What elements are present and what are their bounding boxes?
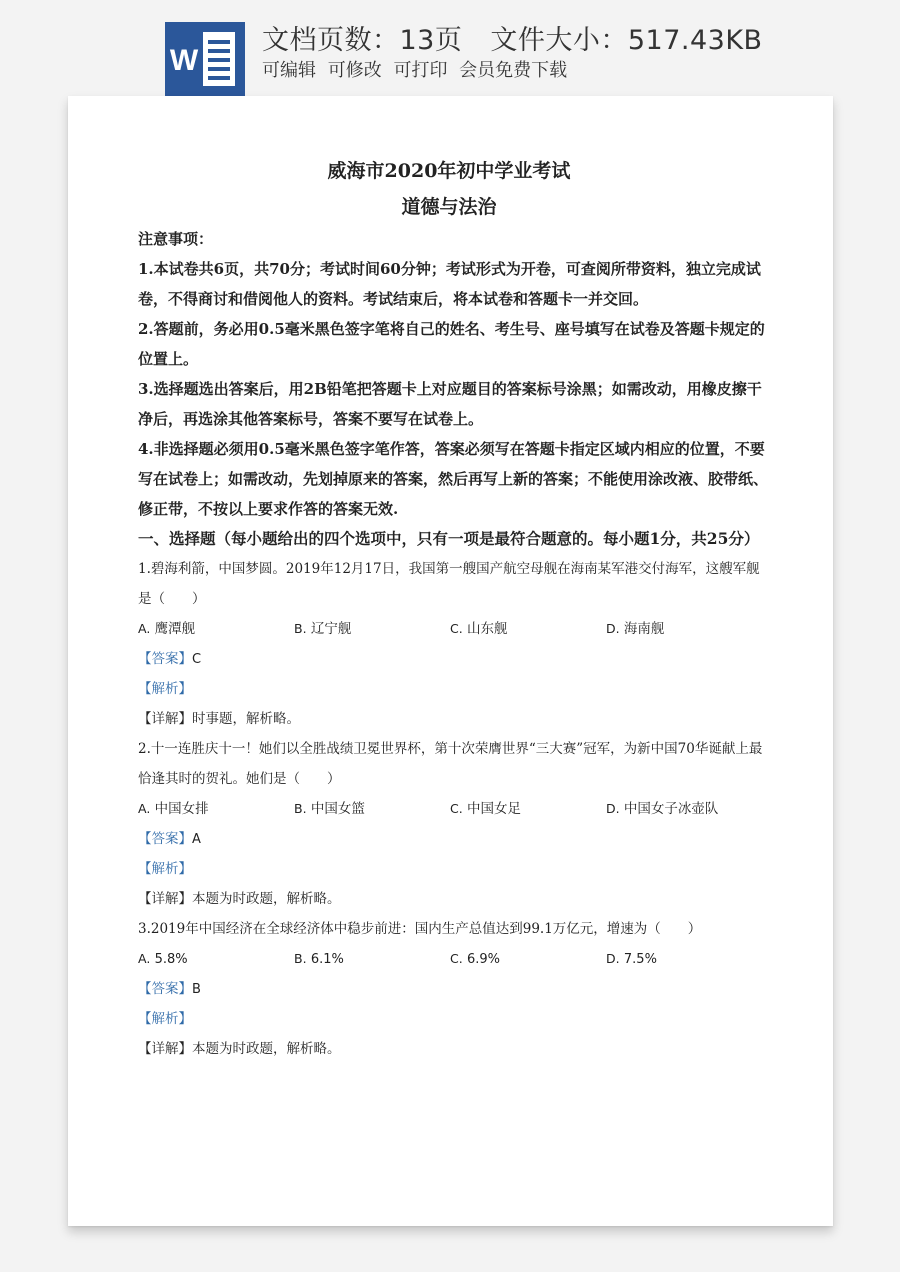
- notice-item-1: 1.本试卷共6页，共70分；考试时间60分钟；考试形式为开卷，可查阅所带资料，独立完成试卷，不得商讨和借阅他人的资料。考试结束后，将本试卷和答题卡一并交回。: [138, 260, 761, 308]
- option-d: D. 海南舰: [606, 621, 665, 637]
- answer-line: [138, 974, 770, 1004]
- answer-tag: 【答案】: [138, 981, 192, 997]
- question-3: [138, 914, 770, 1064]
- question-stem: 3.2019年中国经济在全球经济体中稳步前进：国内生产总值达到99.1万亿元，增速为（ ）: [138, 921, 702, 937]
- question-stem: 2.十一连胜庆十一！她们以全胜战绩卫冕世界杯，第十次荣膺世界“三大赛”冠军，为新中国70华诞献上最恰逢其时的贺礼。她们是（ ）: [138, 741, 763, 787]
- answer-value: B: [192, 982, 201, 997]
- section-heading: 一、选择题（每小题给出的四个选项中，只有一项是最符合题意的。每小题1分，共25分）: [138, 529, 760, 548]
- detail-line: 【详解】本题为时政题，解析略。: [138, 891, 341, 907]
- file-info-line: [262, 18, 763, 57]
- word-document-icon: [165, 22, 245, 96]
- download-banner: [0, 0, 900, 96]
- option-b: B. 中国女篮: [294, 801, 365, 817]
- option-b: B. 辽宁舰: [294, 621, 352, 637]
- question-stem: 1.碧海利箭，中国梦圆。2019年12月17日，我国第一艘国产航空母舰在海南某军港交付海军，这艘军舰是（ ）: [138, 561, 760, 607]
- question-2: [138, 734, 770, 914]
- notice-item-3: 3.选择题选出答案后，用2B铅笔把答题卡上对应题目的答案标号涂黑；如需改动，用橡皮擦干净后，再选涂其他答案标号，答案不要写在试卷上。: [138, 380, 762, 428]
- option-row: [138, 614, 770, 644]
- option-a: A. 5.8%: [138, 951, 188, 967]
- answer-value: C: [192, 652, 202, 667]
- detail-line: 【详解】时事题，解析略。: [138, 711, 300, 727]
- analysis-tag: 【解析】: [138, 861, 192, 877]
- option-c: C. 6.9%: [450, 951, 501, 967]
- page-count-label: 文档页数：13页: [262, 25, 463, 56]
- document-body: [138, 156, 770, 1064]
- answer-value: A: [192, 832, 201, 847]
- word-logo-letter: W: [169, 44, 199, 77]
- answer-line: [138, 644, 770, 674]
- exam-subject: 道德与法治: [401, 196, 497, 218]
- feature-list: 可编辑 可修改 可打印 会员免费下载: [262, 60, 568, 81]
- analysis-tag: 【解析】: [138, 681, 192, 697]
- option-row: [138, 944, 770, 974]
- option-a: A. 鹰潭舰: [138, 621, 196, 637]
- document-page: [68, 96, 833, 1226]
- notice-heading: 注意事项：: [138, 230, 214, 248]
- option-b: B. 6.1%: [294, 951, 344, 967]
- answer-tag: 【答案】: [138, 831, 192, 847]
- detail-line: 【详解】本题为时政题，解析略。: [138, 1041, 341, 1057]
- answer-tag: 【答案】: [138, 651, 192, 667]
- notice-item-4: 4.非选择题必须用0.5毫米黑色签字笔作答，答案必须写在答题卡指定区域内相应的位置，不要写在试卷上；如需改动，先划掉原来的答案，然后再写上新的答案；不能使用涂改液、胶带纸、修正带，不按以上要求作答的答案无效.: [138, 440, 769, 518]
- analysis-tag: 【解析】: [138, 1011, 192, 1027]
- file-size-label: 文件大小：517.43KB: [490, 25, 763, 56]
- question-1: [138, 554, 770, 734]
- answer-line: [138, 824, 770, 854]
- option-row: [138, 794, 770, 824]
- notice-item-2: 2.答题前，务必用0.5毫米黑色签字笔将自己的姓名、考生号、座号填写在试卷及答题卡规定的位置上。: [138, 320, 765, 368]
- option-c: C. 中国女足: [450, 801, 521, 817]
- option-d: D. 7.5%: [606, 951, 657, 967]
- option-c: C. 山东舰: [450, 621, 508, 637]
- option-d: D. 中国女子冰壶队: [606, 801, 719, 817]
- option-a: A. 中国女排: [138, 801, 209, 817]
- exam-title: 威海市2020年初中学业考试: [327, 160, 571, 182]
